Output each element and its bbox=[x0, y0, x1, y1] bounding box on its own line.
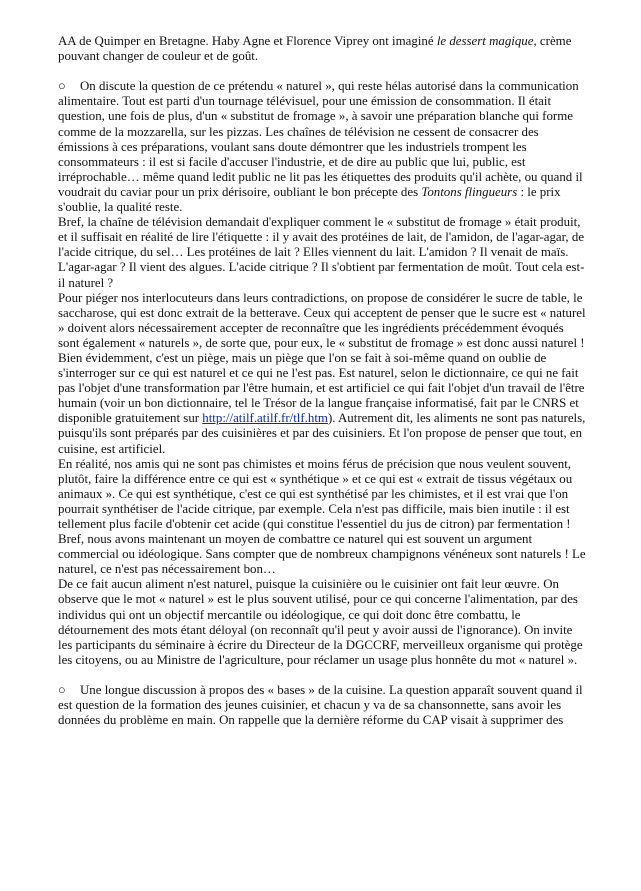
intro-italic-title: le dessert magique, bbox=[436, 34, 537, 48]
paragraph-bref-1: Bref, la chaîne de télévision demandait d'expliquer comment le « substitut de fromage » était produit, et il suffisait en réalité de lire l'étiquette : il y avait des protéines de lait, de l'amidon, de l'agar-agar, de l'acide citrique, du sel… Les protéines de lait ? Elles viennent du lait. L'amidon ? Il venait de maïs. L'agar-agar ? Il vient des algues. L'acide citrique ? Il s'obtient par fermentation de moût. Tout cela est-il naturel ? bbox=[58, 215, 585, 290]
naturel-italic-title: Tontons flingueurs bbox=[421, 184, 518, 199]
bases-text: Une longue discussion à propos des « bases » de la cuisine. La question apparaît souvent quand il est question de la formation des jeunes cuisinier, et chacun y va de sa chansonnette, sans avoir les données du problème en main. On rappelle que la dernière réforme du CAP visait à supprimer des bbox=[58, 683, 583, 728]
naturel-text-start: On discute la question de ce prétendu « naturel », qui reste hélas autorisé dans la communication alimentaire. Tout est parti d'un tournage télévisuel, pour une émission de consommation. Il était question, une fois de plus, d'un « substitut de fromage », à savoir une préparation blanche qui forme comme de la mozzarella, sur les pizzas. Les chaînes de télévision ne cessent de consacrer des émissions à ces préparations, voulant sans doute démontrer que les industriels trompent les consommateurs : il est si facile d'accuser l'industrie, et de dire au public que lui, public, est irréprochable… même quand ledit public ne lit pas les étiquettes des produits qu'il achète, ou quand il voudrait du caviar pour un prix dérisoire, oubliant le bon précepte des bbox=[58, 79, 583, 199]
paragraph-pieger: Pour piéger nos interlocuteurs dans leurs contradictions, on propose de considérer le sucre de table, le saccharose, qui est donc extrait de la betterave. Ceux qui acceptent de penser que le sucre est « naturel » doivent alors nécessairement accepter de reconnaître que les ingrédients précédemment évoqués sont également « naturels », de sorte que, pour eux, le « substitut de fromage » est donc aussi naturel ! bbox=[58, 290, 586, 350]
paragraph-bref-2: Bref, nous avons maintenant un moyen de combattre ce naturel qui est souvent un argument commercial ou idéologique. Sans compter que de nombreux champignons vénéneux sont naturels ! Le naturel, ce n'est pas nécessairement bon… bbox=[58, 532, 586, 577]
blank-line bbox=[58, 668, 586, 683]
paragraph-bases bbox=[58, 683, 586, 728]
naturel-text-end: : le prix s'oublie, la qualité reste. bbox=[58, 184, 561, 215]
paragraph-de-ce-fait: De ce fait aucun aliment n'est naturel, puisque la cuisinière ou le cuisinier ont fait leur œuvre. On observe que le mot « naturel » est le plus souvent utilisé, pour ce qui concerne l'alimentation, par des individus qui ont un objectif mercantile ou idéologique, ce qui doit donc être combattu, le détournement des mots étant déloyal (on reconnaît qu'il peut y avoir aussi de l'ignorance). On invite les participants du séminaire à écrire du Directeur de la DGCCRF, merveilleux organisme qui protège les citoyens, ou au Ministre de l'agriculture, pour réclamer un usage plus honnête du mot « naturel ». bbox=[58, 577, 583, 667]
bullet-circle-icon: ○ bbox=[58, 683, 66, 698]
paragraph-naturel bbox=[58, 79, 586, 215]
intro-text-end: crème pouvant changer de couleur et de goût. bbox=[58, 34, 572, 64]
intro-text-start: AA de Quimper en Bretagne. Haby Agne et Florence Viprey ont imaginé bbox=[58, 34, 437, 48]
bullet-circle-icon: ○ bbox=[58, 79, 66, 94]
bien-text-start: Bien évidemment, c'est un piège, mais un piège que l'on se fait à soi-même quand on oublie de s'interroger sur ce qui est naturel et ce qui ne l'est pas. Est naturel, selon le dictionnaire, ce qui ne fait pas l'objet d'une transformation par l'être humain, et est artificiel ce qui fait l'objet d'un travail de l'être humain (voir un bon dictionnaire, tel le Trésor de la langue française informatisé, fait par le CNRS et disponible gratuitement sur bbox=[58, 350, 585, 426]
paragraph-intro bbox=[58, 34, 586, 64]
document-page bbox=[58, 34, 586, 728]
tlf-link[interactable]: http://atilf.atilf.fr/tlf.htm bbox=[202, 411, 328, 426]
blank-line bbox=[58, 64, 586, 79]
paragraph-bien-evidemment bbox=[58, 351, 586, 457]
paragraph-en-realite: En réalité, nos amis qui ne sont pas chimistes et moins férus de précision que nous veulent souvent, plutôt, faire la différence entre ce qui est « synthétique » et ce qui est « extrait de tissus végétaux ou animaux ». Ce qui est synthétique, c'est ce qui est synthétisé par les chimistes, et il est vrai que l'on pourrait synthétiser de l'acide citrique, par exemple. Cela n'est pas difficile, mais bien inutile : il est tellement plus facile d'obtenir cet acide (qui constitue l'essentiel du jus de citron) par fermentation ! bbox=[58, 456, 573, 531]
bien-text-end: ). Autrement dit, les aliments ne sont pas naturels, puisqu'ils sont préparés par des cuisinières et par des cuisiniers. Et l'on propose de penser que tout, en cuisine, est artificiel. bbox=[58, 411, 586, 456]
